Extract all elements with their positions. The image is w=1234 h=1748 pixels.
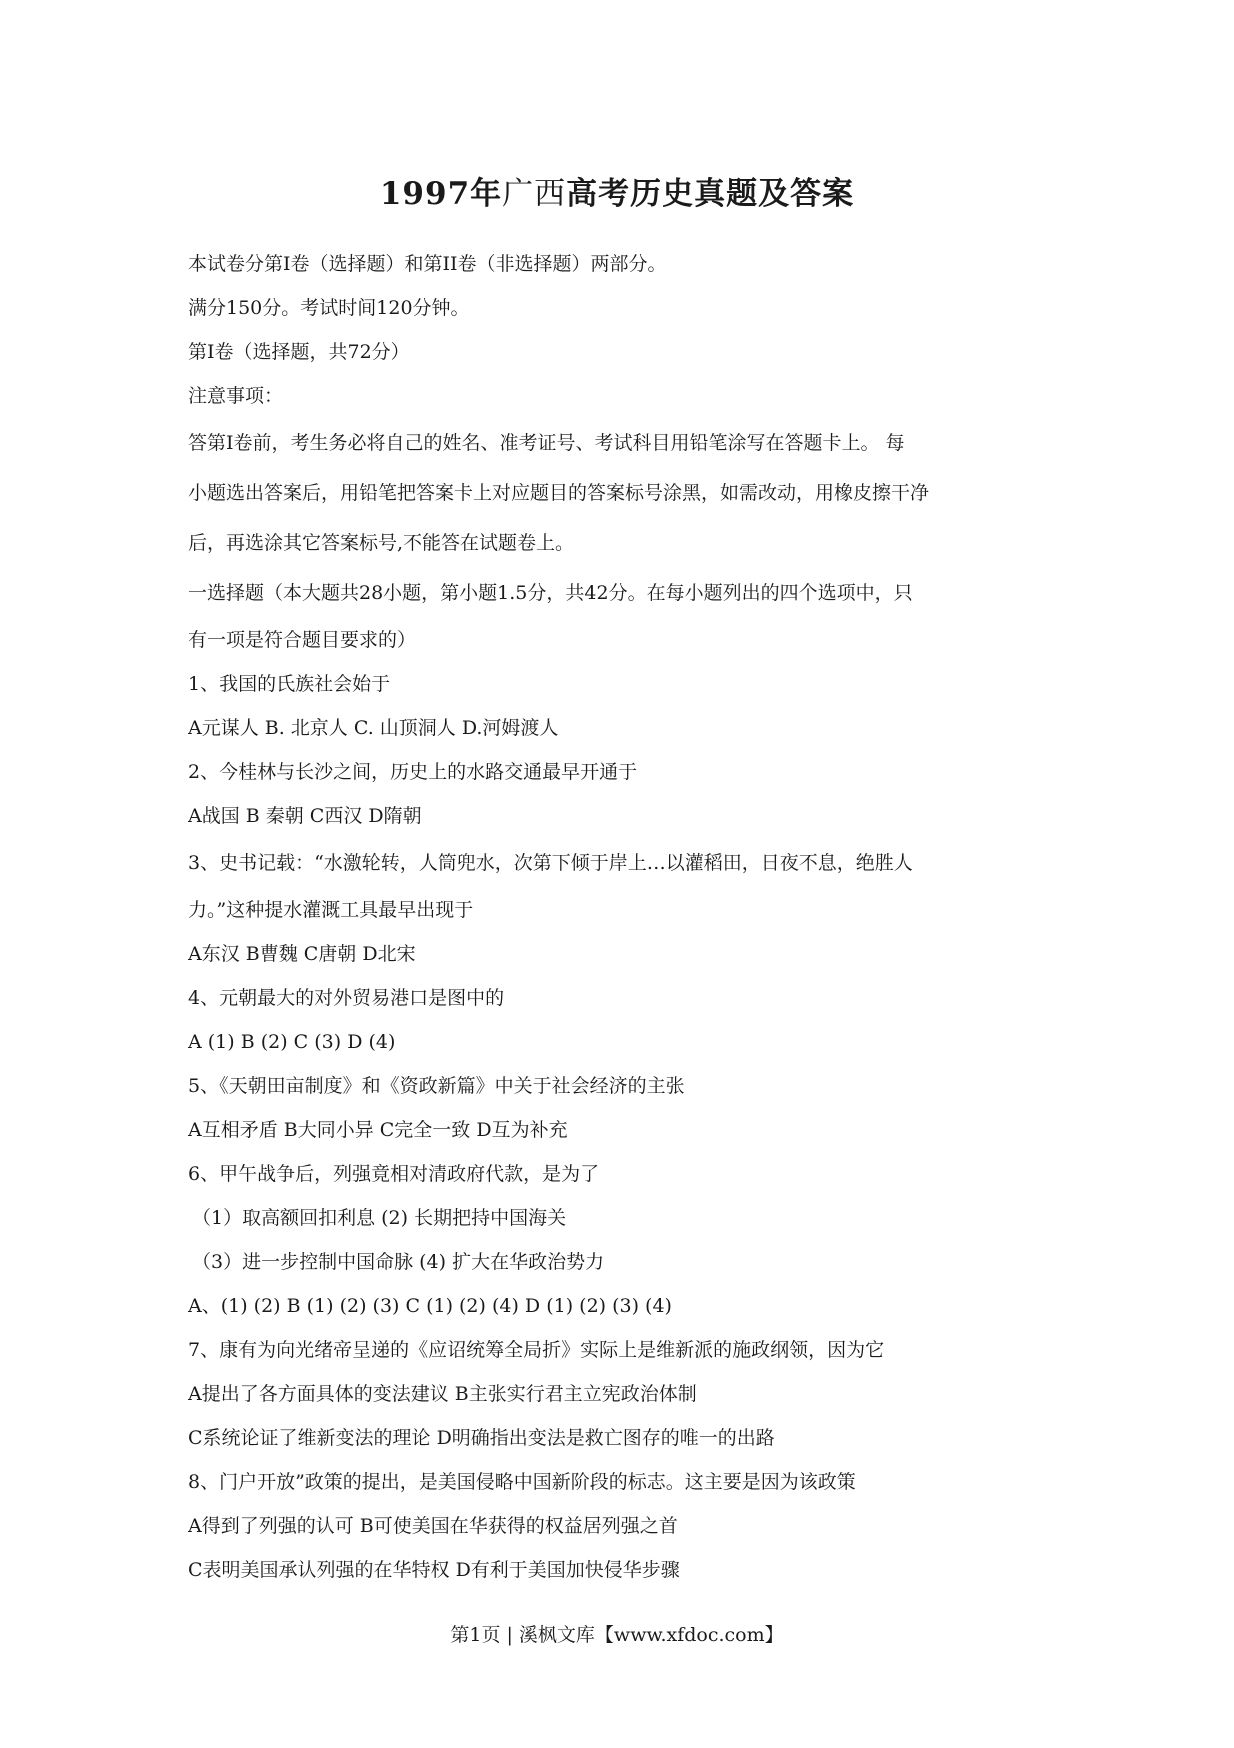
page-footer: 第1页 | 溪枫文库【www.xfdoc.com】: [450, 1624, 784, 1646]
question-3-options: A东汉 B曹魏 C唐朝 D北宋: [188, 943, 416, 965]
question-4: 4、元朝最大的对外贸易港口是图中的: [188, 987, 505, 1009]
title-year: 1997年: [379, 176, 503, 212]
title-rest: 高考历史真题及答案: [566, 176, 855, 212]
part-instructions-line: 有一项是符合题目要求的）: [188, 629, 417, 651]
notice-text-line: 后，再选涂其它答案标号,不能答在试题卷上。: [188, 532, 575, 554]
question-5: 5、《天朝田亩制度》和《资政新篇》中关于社会经济的主张: [188, 1075, 685, 1097]
question-3-continued: 力。”这种提水灌溉工具最早出现于: [188, 899, 474, 921]
question-1-options: A元谋人 B. 北京人 C. 山顶洞人 D.河姆渡人: [188, 717, 559, 739]
question-6-items: （3）进一步控制中国命脉 (4) 扩大在华政治势力: [192, 1251, 605, 1273]
title-region: 广西: [502, 176, 567, 212]
question-8: 8、门户开放”政策的提出，是美国侵略中国新阶段的标志。这主要是因为该政策: [188, 1471, 856, 1493]
question-3: 3、史书记载：“水激轮转，人筒兜水，次第下倾于岸上…以灌稻田，日夜不息，绝胜人: [188, 852, 913, 874]
question-2-options: A战国 B 秦朝 C西汉 D隋朝: [188, 805, 422, 827]
question-8-options: A得到了列强的认可 B可使美国在华获得的权益居列强之首: [188, 1515, 678, 1537]
question-8-options: C表明美国承认列强的在华特权 D有利于美国加快侵华步骤: [188, 1559, 680, 1581]
question-5-options: A互相矛盾 B大同小异 C完全一致 D互为补充: [188, 1119, 568, 1141]
document-body: [188, 242, 1058, 1592]
question-6-options: A、(1) (2) B (1) (2) (3) C (1) (2) (4) D (1) (2) (3) (4): [188, 1295, 672, 1317]
part-instructions-line: 一选择题（本大题共28小题，第小题1.5分，共42分。在每小题列出的四个选项中，只: [188, 582, 913, 604]
notice-heading: 注意事项：: [188, 385, 284, 407]
question-7-options: A提出了各方面具体的变法建议 B主张实行君主立宪政治体制: [188, 1383, 697, 1405]
section-heading: 第Ⅰ卷（选择题，共72分）: [188, 341, 410, 363]
question-2: 2、今桂林与长沙之间，历史上的水路交通最早开通于: [188, 761, 638, 783]
page-title: [0, 168, 1234, 213]
question-6-items: （1）取高额回扣利息 (2) 长期把持中国海关: [192, 1207, 567, 1229]
notice-text-line: 答第Ⅰ卷前，考生务必将自己的姓名、准考证号、考试科目用铅笔涂写在答题卡上。 每: [188, 432, 905, 454]
question-6: 6、甲午战争后，列强竟相对清政府代款，是为了: [188, 1163, 600, 1185]
intro-line: 本试卷分第Ⅰ卷（选择题）和第II卷（非选择题）两部分。: [188, 253, 667, 275]
question-4-options: A (1) B (2) C (3) D (4): [188, 1031, 396, 1053]
question-7-options: C系统论证了维新变法的理论 D明确指出变法是救亡图存的唯一的出路: [188, 1427, 775, 1449]
question-1: 1、我国的氏族社会始于: [188, 673, 391, 695]
question-7: 7、康有为向光绪帝呈递的《应诏统筹全局折》实际上是维新派的施政纲领，因为它: [188, 1339, 885, 1361]
score-line: 满分150分。考试时间120分钟。: [188, 297, 470, 319]
notice-text-line: 小题选出答案后，用铅笔把答案卡上对应题目的答案标号涂黑，如需改动，用橡皮擦干净: [188, 482, 930, 504]
